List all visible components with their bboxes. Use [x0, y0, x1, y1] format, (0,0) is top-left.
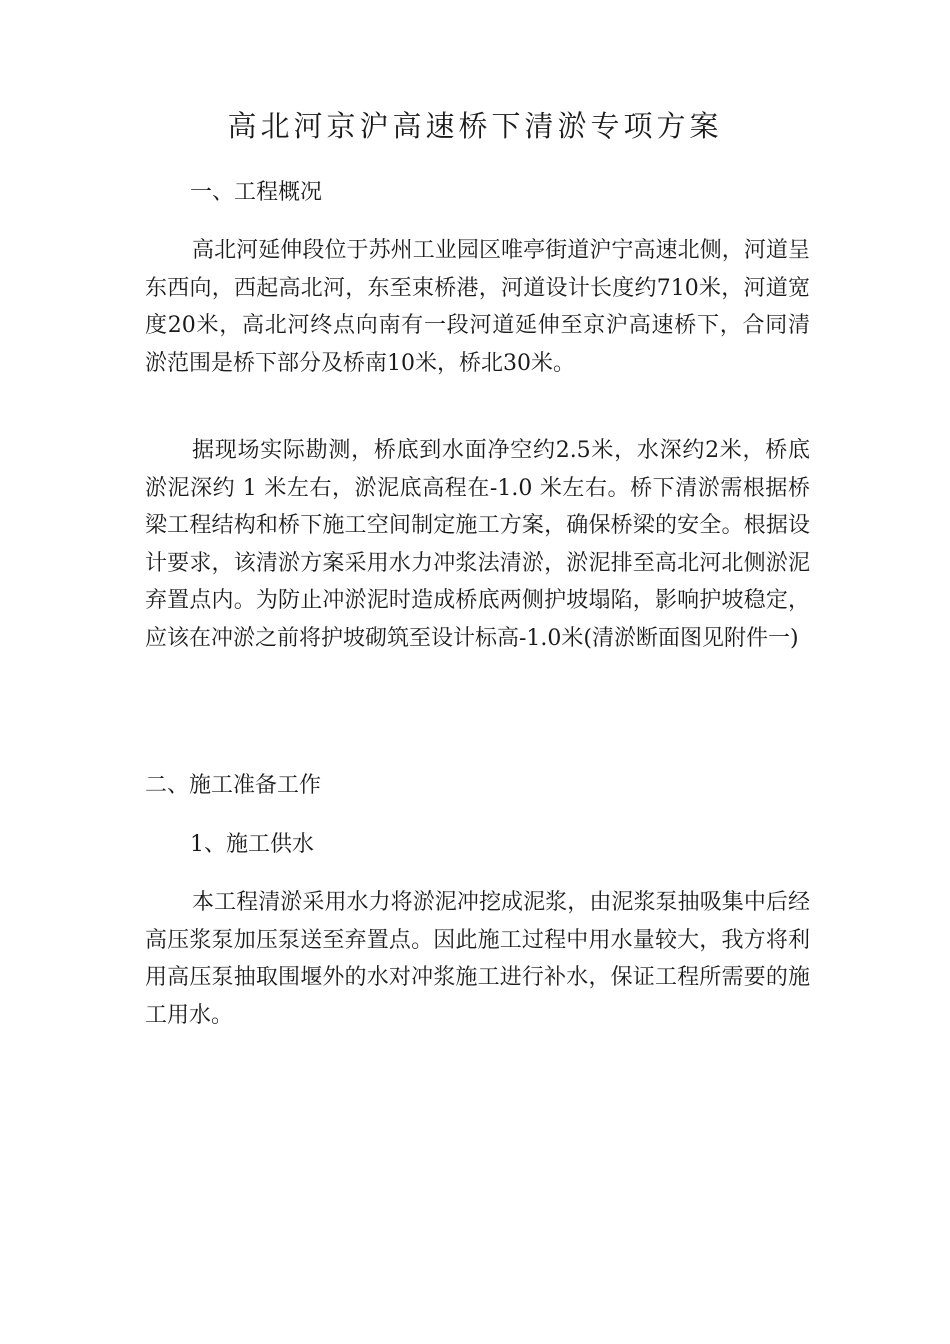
paragraph-project-location: 高北河延伸段位于苏州工业园区唯亭街道沪宁高速北侧，河道呈东西向，西起高北河，东至束桥港，河道设计长度约710米，河道宽度20米，高北河终点向南有一段河道延伸至京沪高速桥下，合同清淤范围是桥下部分及桥南10米，桥北30米。 — [145, 238, 810, 376]
section-heading-preparation: 二、施工准备工作 — [145, 773, 322, 798]
paragraph-site-survey: 据现场实际勘测，桥底到水面净空约2.5米，水深约2米，桥底淤泥深约 1 米左右，淤泥底高程在-1.0 米左右。桥下清淤需根据桥梁工程结构和桥下施工空间制定施工方案，确保桥梁的安全。根据设计要求，该清淤方案采用水力冲浆法清淤，淤泥排至高北河北侧淤泥弃置点内。为防止冲淤泥时造成桥底两侧护坡塌陷，影响护坡稳定，应该在冲淤之前将护坡砌筑至设计标高-1.0米(清淤断面图见附件一) — [145, 438, 810, 651]
subsection-heading-water-supply: 1、施工供水 — [190, 832, 314, 857]
document-title: 高北河京沪高速桥下清淤专项方案 — [227, 109, 723, 143]
paragraph-water-supply: 本工程清淤采用水力将淤泥冲挖成泥浆，由泥浆泵抽吸集中后经高压浆泵加压泵送至弃置点。因此施工过程中用水量较大，我方将利用高压泵抽取围堰外的水对冲浆施工进行补水，保证工程所需要的施工用水。 — [145, 890, 810, 1028]
section-heading-overview: 一、工程概况 — [190, 180, 323, 205]
